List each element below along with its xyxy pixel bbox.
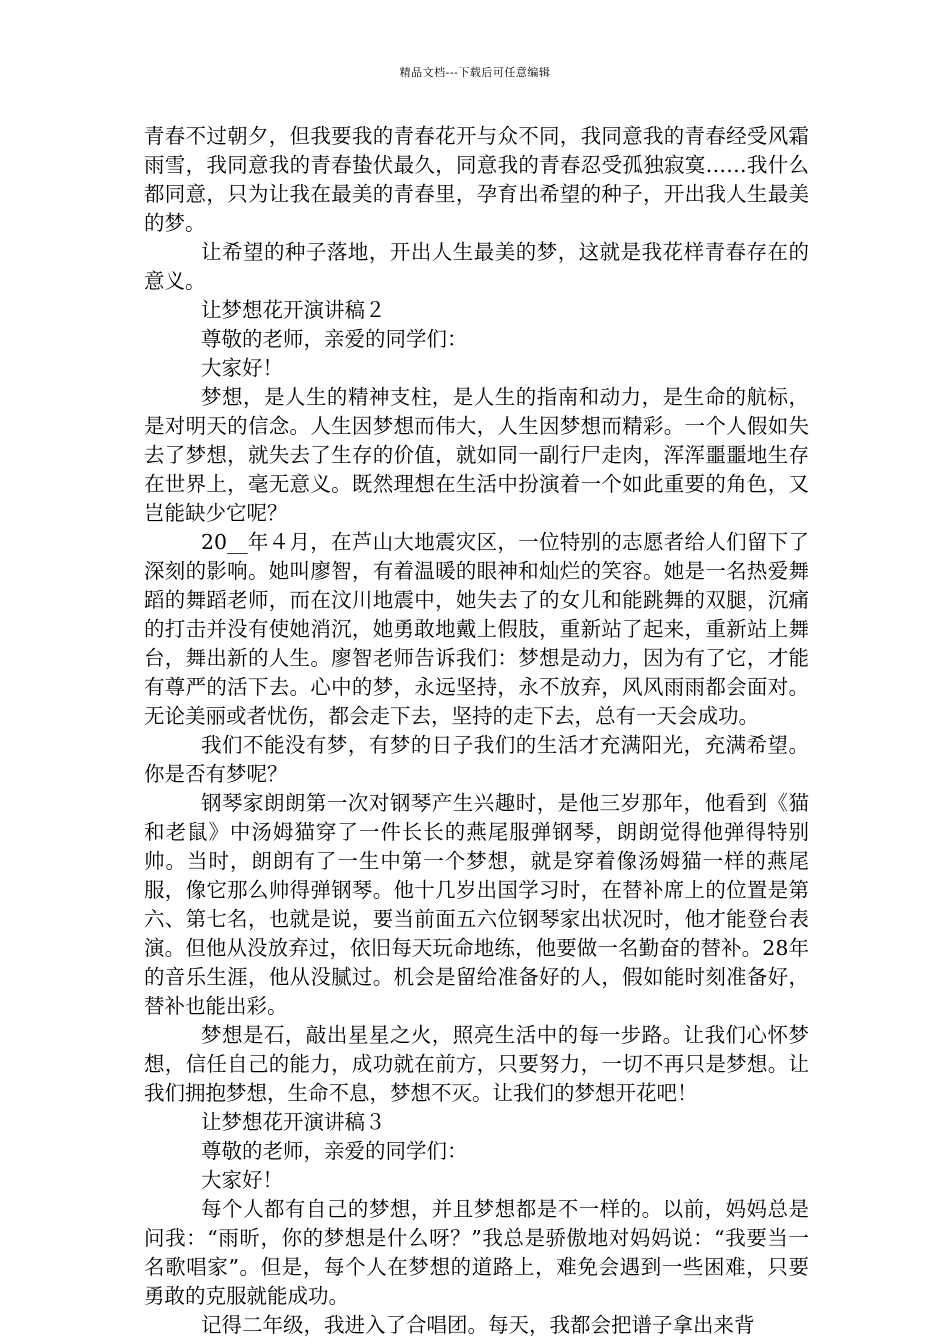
paragraph-2: 让希望的种子落地，开出人生最美的梦，这就是我花样青春存在的意义。	[144, 240, 809, 293]
paragraph-liao-zhi: 20__年４月，在芦山大地震灾区，一位特别的志愿者给人们留下了深刻的影响。她叫廖智，有着温暖的眼神和灿烂的笑容。她是一名热爱舞蹈的舞蹈老师，而在汶川地震中，她失去了的女儿和能跳舞的双腿，沉痛的打击并没有使她消沉，她勇敢地戴上假肢，重新站了起来，重新站上舞台，舞出新的人生。廖智老师告诉我们：梦想是动力，因为有了它，才能有尊严的活下去。心中的梦，永远坚持，永不放弃，风风雨雨都会面对。无论美丽或者忧伤，都会走下去，坚持的走下去，总有一天会成功。	[144, 530, 809, 728]
page-header: 精品文档---下载后可任意编辑	[399, 66, 551, 79]
section-title-3: 让梦想花开演讲稿３	[201, 1110, 386, 1134]
paragraph-choir: 记得二年级，我进入了合唱团。每天，我都会把谱子拿出来背	[201, 1313, 755, 1337]
section-title-2: 让梦想花开演讲稿２	[201, 298, 386, 322]
salutation: 尊敬的老师，亲爱的同学们：	[201, 327, 468, 351]
salutation-3: 尊敬的老师，亲爱的同学们：	[201, 1139, 468, 1163]
document-body	[144, 122, 809, 1340]
paragraph-everyone-dream: 每个人都有自己的梦想，并且梦想都是不一样的。以前，妈妈总是问我：“雨昕，你的梦想是什么呀？”我总是骄傲地对妈妈说：“我要当一名歌唱家”。但是，每个人在梦想的道路上，难免会遇到一些困难，只要勇敢的克服就能成功。	[144, 1197, 809, 1308]
paragraph-no-dream: 我们不能没有梦，有梦的日子我们的生活才充满阳光，充满希望。你是否有梦呢？	[144, 733, 809, 786]
paragraph-1: 青春不过朝夕，但我要我的青春花开与众不同，我同意我的青春经受风霜雨雪，我同意我的青春蛰伏最久，同意我的青春忍受孤独寂寞……我什么都同意，只为让我在最美的青春里，孕育出希望的种子，开出我人生最美的梦。	[144, 124, 809, 235]
paragraph-dream-stone: 梦想是石，敲出星星之火，照亮生活中的每一步路。让我们心怀梦想，信任自己的能力，成功就在前方，只要努力，一切不再只是梦想。让我们拥抱梦想，生命不息，梦想不灭。让我们的梦想开花吧！	[144, 1023, 809, 1105]
paragraph-lang-lang: 钢琴家朗朗第一次对钢琴产生兴趣时，是他三岁那年，他看到《猫和老鼠》中汤姆猫穿了一件长长的燕尾服弹钢琴，朗朗觉得他弹得特别帅。当时，朗朗有了一生中第一个梦想，就是穿着像汤姆猫一样的燕尾服，像它那么帅得弹钢琴。他十几岁出国学习时，在替补席上的位置是第六、第七名，也就是说，要当前面五六位钢琴家出状况时，他才能登台表演。但他从没放弃过，依旧每天玩命地练，他要做一名勤奋的替补。28年的音乐生涯，他从没腻过。机会是留给准备好的人，假如能时刻准备好，替补也能出彩。	[144, 791, 809, 1018]
greeting-3: 大家好！	[201, 1168, 283, 1192]
greeting: 大家好！	[201, 356, 283, 380]
paragraph-dream-pillar: 梦想，是人生的精神支柱，是人生的指南和动力，是生命的航标，是对明天的信念。人生因梦想而伟大，人生因梦想而精彩。一个人假如失去了梦想，就失去了生存的价值，就如同一副行尸走肉，浑浑噩噩地生存在世界上，毫无意义。既然理想在生活中扮演着一个如此重要的角色，又岂能缺少它呢？	[144, 385, 809, 525]
